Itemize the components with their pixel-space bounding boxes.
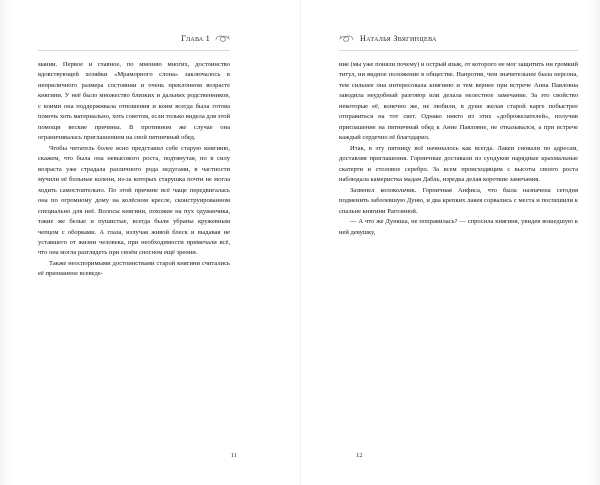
left-running-head (38, 28, 230, 48)
paragraph: Чтобы читатель более ясно представил себе старую княгиню, скажем, что была она невысокого роста, подтянутая, но в силу возраста уже страдала различного рода недугами, в частности мучили её больные колени, из-за которых старушка почти не могла ходить самостоятельно. По этой причине всё чаще передвигалась она по огромному дому на колёсном кресле, сконструированном специально для неё. Волосы княгини, похожие на пух одуванчика, такие же белые и пушистые, всегда были убраны кружевным чепцом с оборками. А глаза, излучая живой блеск и выдавая не уставшего от жизни человека, при необходимости примечали всё, что она могла разглядеть при своём сносном ещё зрении. (38, 144, 230, 257)
left-page-number: 11 (230, 452, 237, 459)
flourish-ornament-icon (214, 33, 230, 44)
left-text-column (38, 60, 230, 280)
paragraph: Зазвенел колокольчик. Горничная Анфиса, что была назначена сегодня подменить заболевшую Дуню, и два крепких лакея сорвались с места и поспешили к спальне княгини Рагозиной. (339, 186, 578, 215)
right-page (300, 0, 600, 485)
flourish-ornament-icon (339, 33, 355, 44)
right-text-column (339, 60, 578, 238)
left-head-rule (38, 50, 230, 51)
left-running-head-label: Глава 1 (181, 33, 210, 43)
paragraph: Также неоспоримыми достоинствами старой княгини считались её признанное всеведе- (38, 259, 230, 278)
paragraph: Итак, в эту пятницу всё начиналось как всегда. Лакеи сновали по адресам, доставляя приглашения. Горничные доставали из сундуков нарядные крахмальные скатерти и столовое серебро. За всем происходящим с высоты своего роста наблюдала камеристка мадам Дабль, изредка делая короткие замечания. (339, 144, 578, 184)
paragraph: — А что же Дуняша, не поправилась? — спросила княгиня, увидев вошедшую к ней девушку, (339, 218, 578, 236)
paragraph: мании. Первое и главное, по мнению многих, достоинство вдовствующей хозяйки «Мраморного слона» заключалось в неприличного размера состоянии и очень преклонном возрасте княгини. У неё было множество близких и дальних родственников, с коими она поддерживала отношения и коим всегда была готова помочь хоть материально, хоть советом, если только видела для этой помощи веские причины. В противном же случае она ограничивалась приглашением на свой пятничный обед. (38, 61, 230, 142)
right-page-number: 12 (356, 452, 363, 459)
right-running-head-label: Наталья Звягинцева (360, 33, 437, 43)
right-head-rule (339, 50, 578, 51)
paragraph: ние (мы уже поняли почему) и острый язык, от которого не мог защитить ни громкий титул, ни видное положение в обществе. Напротив, чем значительнее была персона, тем сильнее она интересовала княгиню и тем вернее при встрече Анна Павловна заводила неудобный разговор или делала нелестное замечание. За это свойство некоторые её, конечно же, не любили, в душе желая старой карге побыстрее отправиться на тот свет. Однако никто из этих «доброжелателей», получив приглашение на пятничный обед к Анне Павловне, не отказывался, а при встрече каждый сердечно её благодарил. (339, 61, 578, 142)
right-running-head (339, 28, 578, 48)
